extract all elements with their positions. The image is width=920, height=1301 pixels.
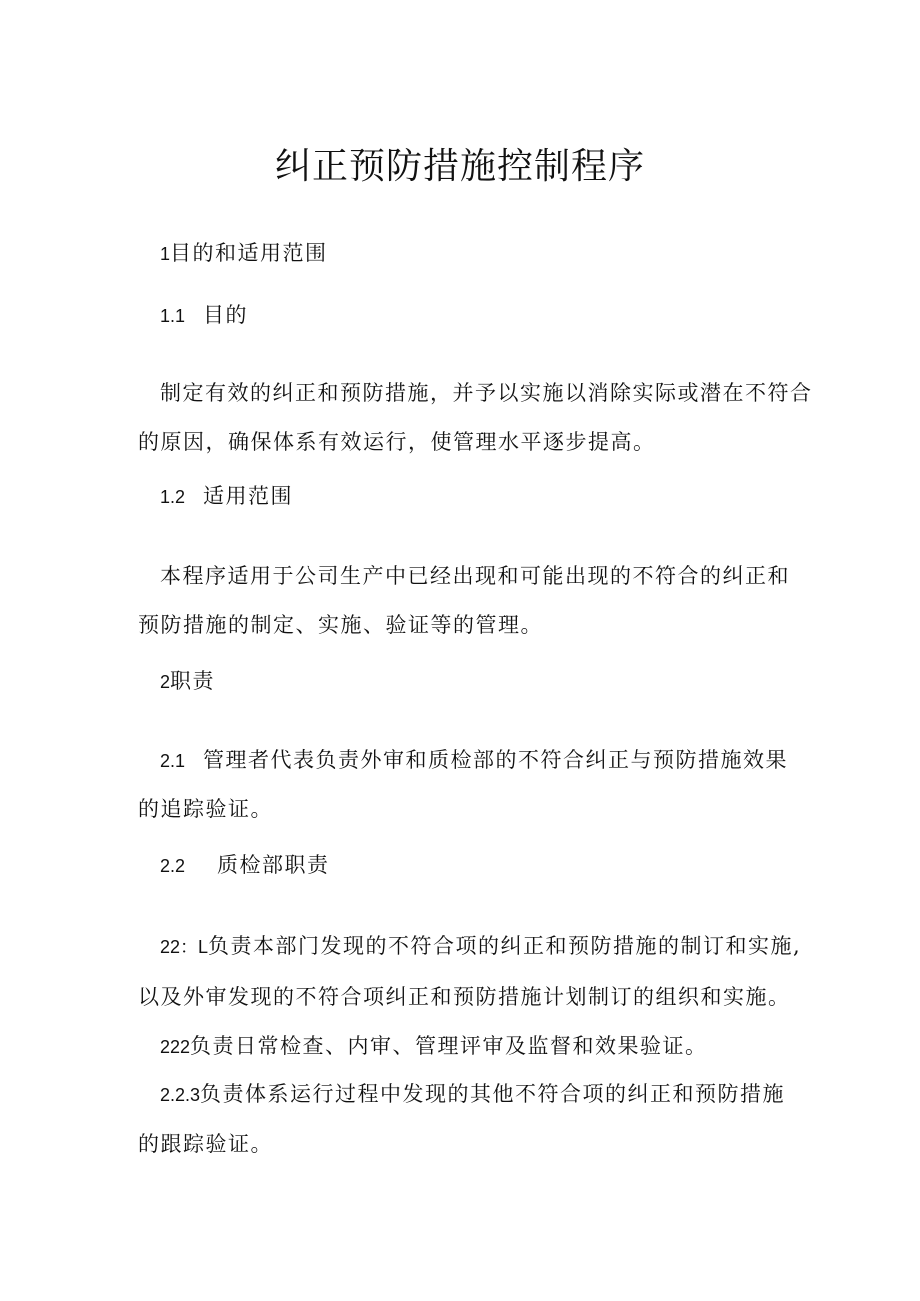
section-1-2-heading	[160, 484, 293, 509]
section-2-number: 2	[160, 672, 171, 692]
section-2-2-title: 质检部职责	[217, 853, 330, 877]
section-2-2-2-line	[160, 1034, 708, 1059]
section-1-number: 1	[160, 244, 171, 264]
section-1-1-title: 目的	[203, 303, 249, 327]
section-2-2-3-text: 负责体系运行过程中发现的其他不符合项的纠正和预防措施	[200, 1082, 786, 1106]
section-2-1-line2: 的追踪验证。	[138, 797, 273, 821]
section-2-2-3-line2: 的跟踪验证。	[138, 1132, 273, 1156]
section-2-2-number: 2.2	[160, 856, 186, 876]
section-2-2-1-text: 负责本部门发现的不符合项的纠正和预防措施的制订和实施,	[208, 934, 802, 958]
section-1-title: 目的和适用范围	[170, 241, 328, 265]
section-2-1-text: 管理者代表负责外审和质检部的不符合纠正与预防措施效果	[203, 748, 789, 772]
section-1-1-heading	[160, 303, 248, 328]
section-2-2-3-number: 2.2.3	[160, 1085, 201, 1105]
section-2-2-1-number: 22：L	[160, 937, 209, 957]
section-2-heading	[160, 669, 215, 694]
section-2-title: 职责	[170, 669, 216, 693]
section-1-2-title: 适用范围	[203, 484, 294, 508]
section-1-1-body-line1: 制定有效的纠正和预防措施，并予以实施以消除实际或潜在不符合	[160, 381, 813, 405]
section-2-2-1-line1	[160, 934, 801, 959]
section-2-2-2-text: 负责日常检查、内审、管理评审及监督和效果验证。	[190, 1034, 708, 1058]
section-1-1-body-line2: 的原因，确保体系有效运行，使管理水平逐步提高。	[138, 430, 656, 454]
section-2-1-number: 2.1	[160, 751, 186, 771]
section-2-2-1-line2: 以及外审发现的不符合项纠正和预防措施计划制订的组织和实施。	[138, 985, 791, 1009]
section-2-2-2-number: 222	[160, 1037, 191, 1057]
document-title: 纠正预防措施控制程序	[274, 146, 645, 187]
section-1-1-number: 1.1	[160, 306, 186, 326]
section-1-2-body-line2: 预防措施的制定、实施、验证等的管理。	[138, 613, 543, 637]
section-1-2-body-line1: 本程序适用于公司生产中已经出现和可能出现的不符合的纠正和	[160, 564, 790, 588]
section-2-2-3-line1	[160, 1082, 785, 1107]
section-1-2-number: 1.2	[160, 487, 186, 507]
section-2-1-line1	[160, 748, 788, 773]
section-2-2-heading	[160, 853, 330, 878]
section-1-heading	[160, 241, 328, 266]
